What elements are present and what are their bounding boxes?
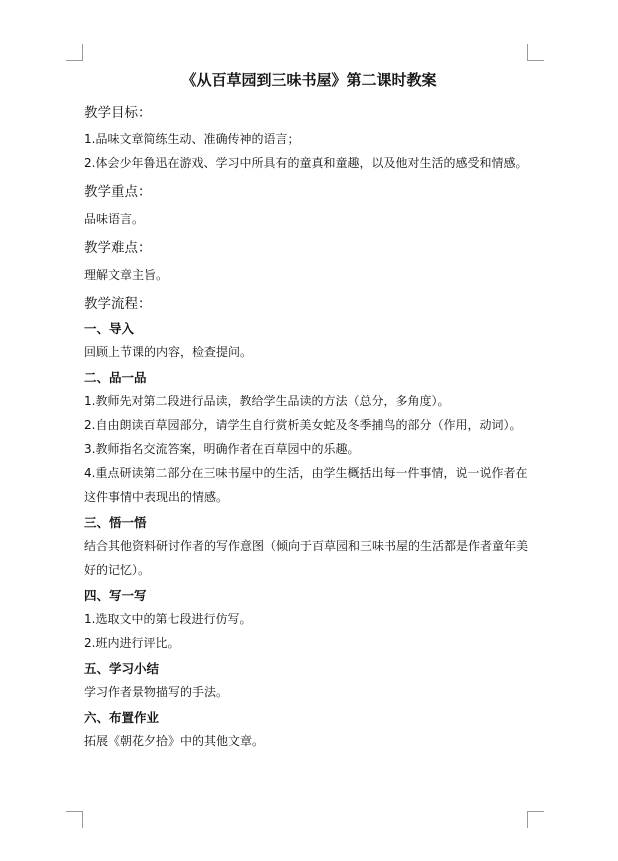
corner-mark-top-left — [66, 44, 83, 61]
objective-item: 2.体会少年鲁迅在游戏、学习中所具有的童真和童趣，以及他对生活的感受和情感。 — [84, 156, 528, 170]
section-heading-savor: 二、品一品 — [84, 370, 147, 385]
difficulties-label: 教学难点： — [84, 240, 152, 256]
section-line: 1.教师先对第二段进行品读，教给学生品读的方法（总分，多角度）。 — [84, 394, 450, 408]
process-label: 教学流程： — [84, 296, 152, 312]
section-line: 学习作者景物描写的手法。 — [84, 685, 229, 699]
difficulties-text: 理解文章主旨。 — [84, 268, 169, 282]
section-line: 2.班内进行评比。 — [84, 636, 180, 650]
section-heading-summary: 五、学习小结 — [84, 661, 160, 676]
document-page — [84, 68, 534, 753]
corner-mark-top-right — [527, 44, 544, 61]
section-line: 1.选取文中的第七段进行仿写。 — [84, 612, 252, 626]
section-heading-intro: 一、导入 — [84, 321, 135, 336]
section-line: 回顾上节课的内容，检查提问。 — [84, 345, 253, 359]
objective-item: 1.品味文章简练生动、准确传神的语言； — [84, 132, 300, 146]
section-line: 3.教师指名交流答案，明确作者在百草园中的乐趣。 — [84, 442, 360, 456]
corner-mark-bottom-right — [527, 811, 544, 828]
section-line: 4.重点研读第二部分在三味书屋中的生活，由学生概括出每一件事情，说一说作者在这件事情中表现出的情感。 — [84, 466, 528, 504]
objectives-label: 教学目标： — [84, 105, 152, 121]
corner-mark-bottom-left — [66, 811, 83, 828]
key-points-text: 品味语言。 — [84, 212, 145, 226]
document-title: 《从百草园到三味书屋》第二课时教案 — [181, 71, 437, 89]
section-heading-write: 四、写一写 — [84, 588, 147, 603]
section-heading-homework: 六、布置作业 — [84, 710, 160, 725]
section-heading-reflect: 三、悟一悟 — [84, 515, 147, 530]
section-line: 拓展《朝花夕拾》中的其他文章。 — [84, 734, 265, 748]
key-points-label: 教学重点： — [84, 184, 152, 200]
section-line: 结合其他资料研讨作者的写作意图（倾向于百草园和三味书屋的生活都是作者童年美好的记忆）。 — [84, 539, 529, 577]
section-line: 2.自由朗读百草园部分，请学生自行赏析美女蛇及冬季捕鸟的部分（作用，动词）。 — [84, 418, 522, 432]
